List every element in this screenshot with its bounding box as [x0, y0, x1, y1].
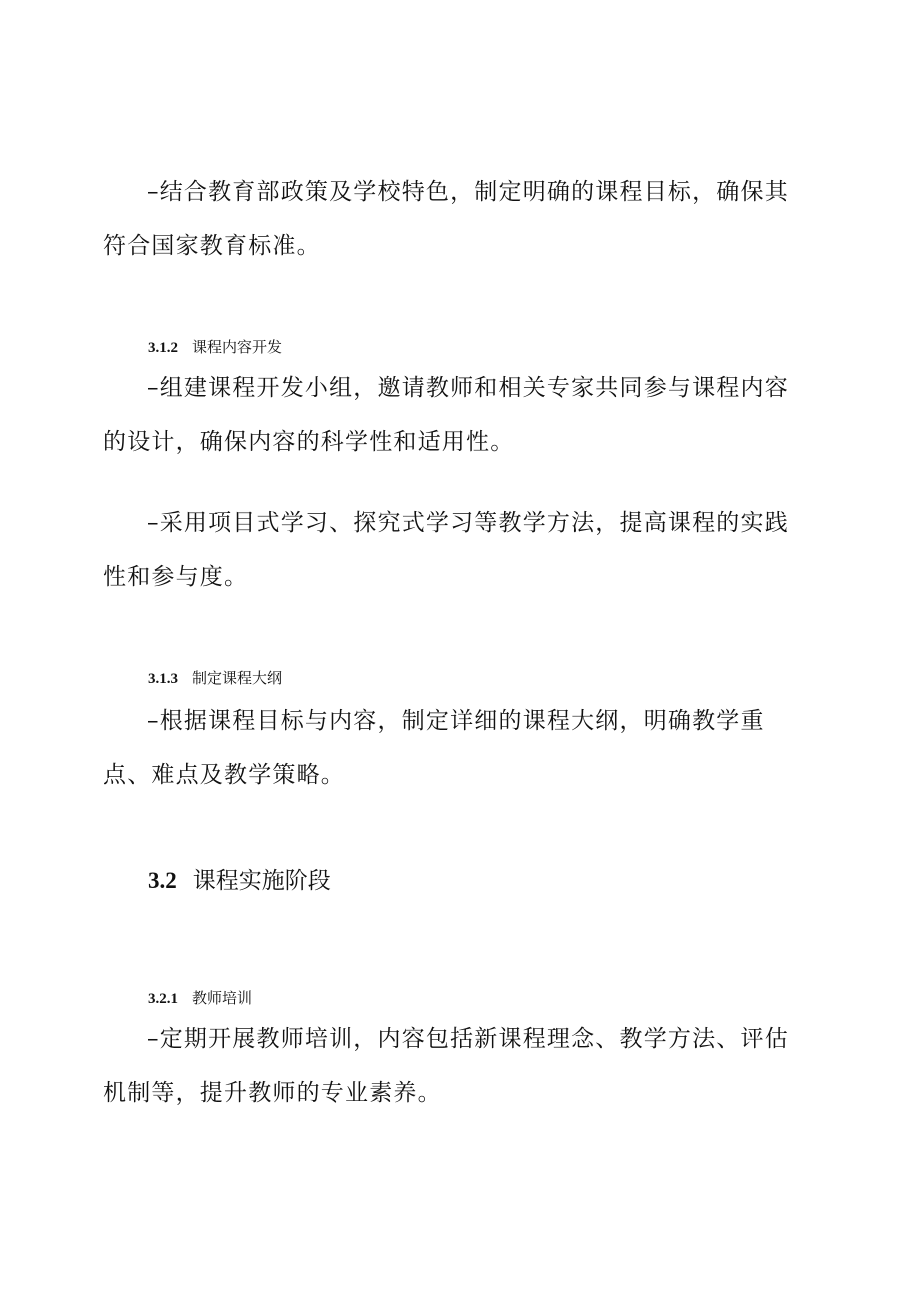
- heading-number: 3.2.1: [148, 991, 178, 1007]
- heading-title: 课程实施阶段: [192, 867, 331, 893]
- paragraph-teacher-training: –定期开展教师培训，内容包括新课程理念、教学方法、评估机制等，提升教师的专业素养。: [103, 1026, 789, 1106]
- heading-3-2: [148, 862, 331, 895]
- heading-number: 3.2: [148, 868, 177, 893]
- paragraph-teaching-methods: –采用项目式学习、探究式学习等教学方法，提高课程的实践性和参与度。: [103, 510, 789, 590]
- paragraph-syllabus: –根据课程目标与内容，制定详细的课程大纲，明确教学重点、难点及教学策略。: [103, 708, 765, 788]
- heading-number: 3.1.2: [148, 340, 178, 356]
- heading-title: 制定课程大纲: [192, 670, 283, 687]
- heading-title: 教师培训: [192, 990, 253, 1007]
- heading-3-1-3: [148, 667, 282, 688]
- paragraph-dev-team: –组建课程开发小组，邀请教师和相关专家共同参与课程内容的设计，确保内容的科学性和适用性。: [103, 375, 789, 455]
- heading-3-2-1: [148, 987, 252, 1008]
- heading-number: 3.1.3: [148, 671, 178, 687]
- paragraph-course-goals: –结合教育部政策及学校特色，制定明确的课程目标，确保其符合国家教育标准。: [103, 179, 789, 259]
- heading-3-1-2: [148, 336, 282, 357]
- heading-title: 课程内容开发: [192, 339, 283, 356]
